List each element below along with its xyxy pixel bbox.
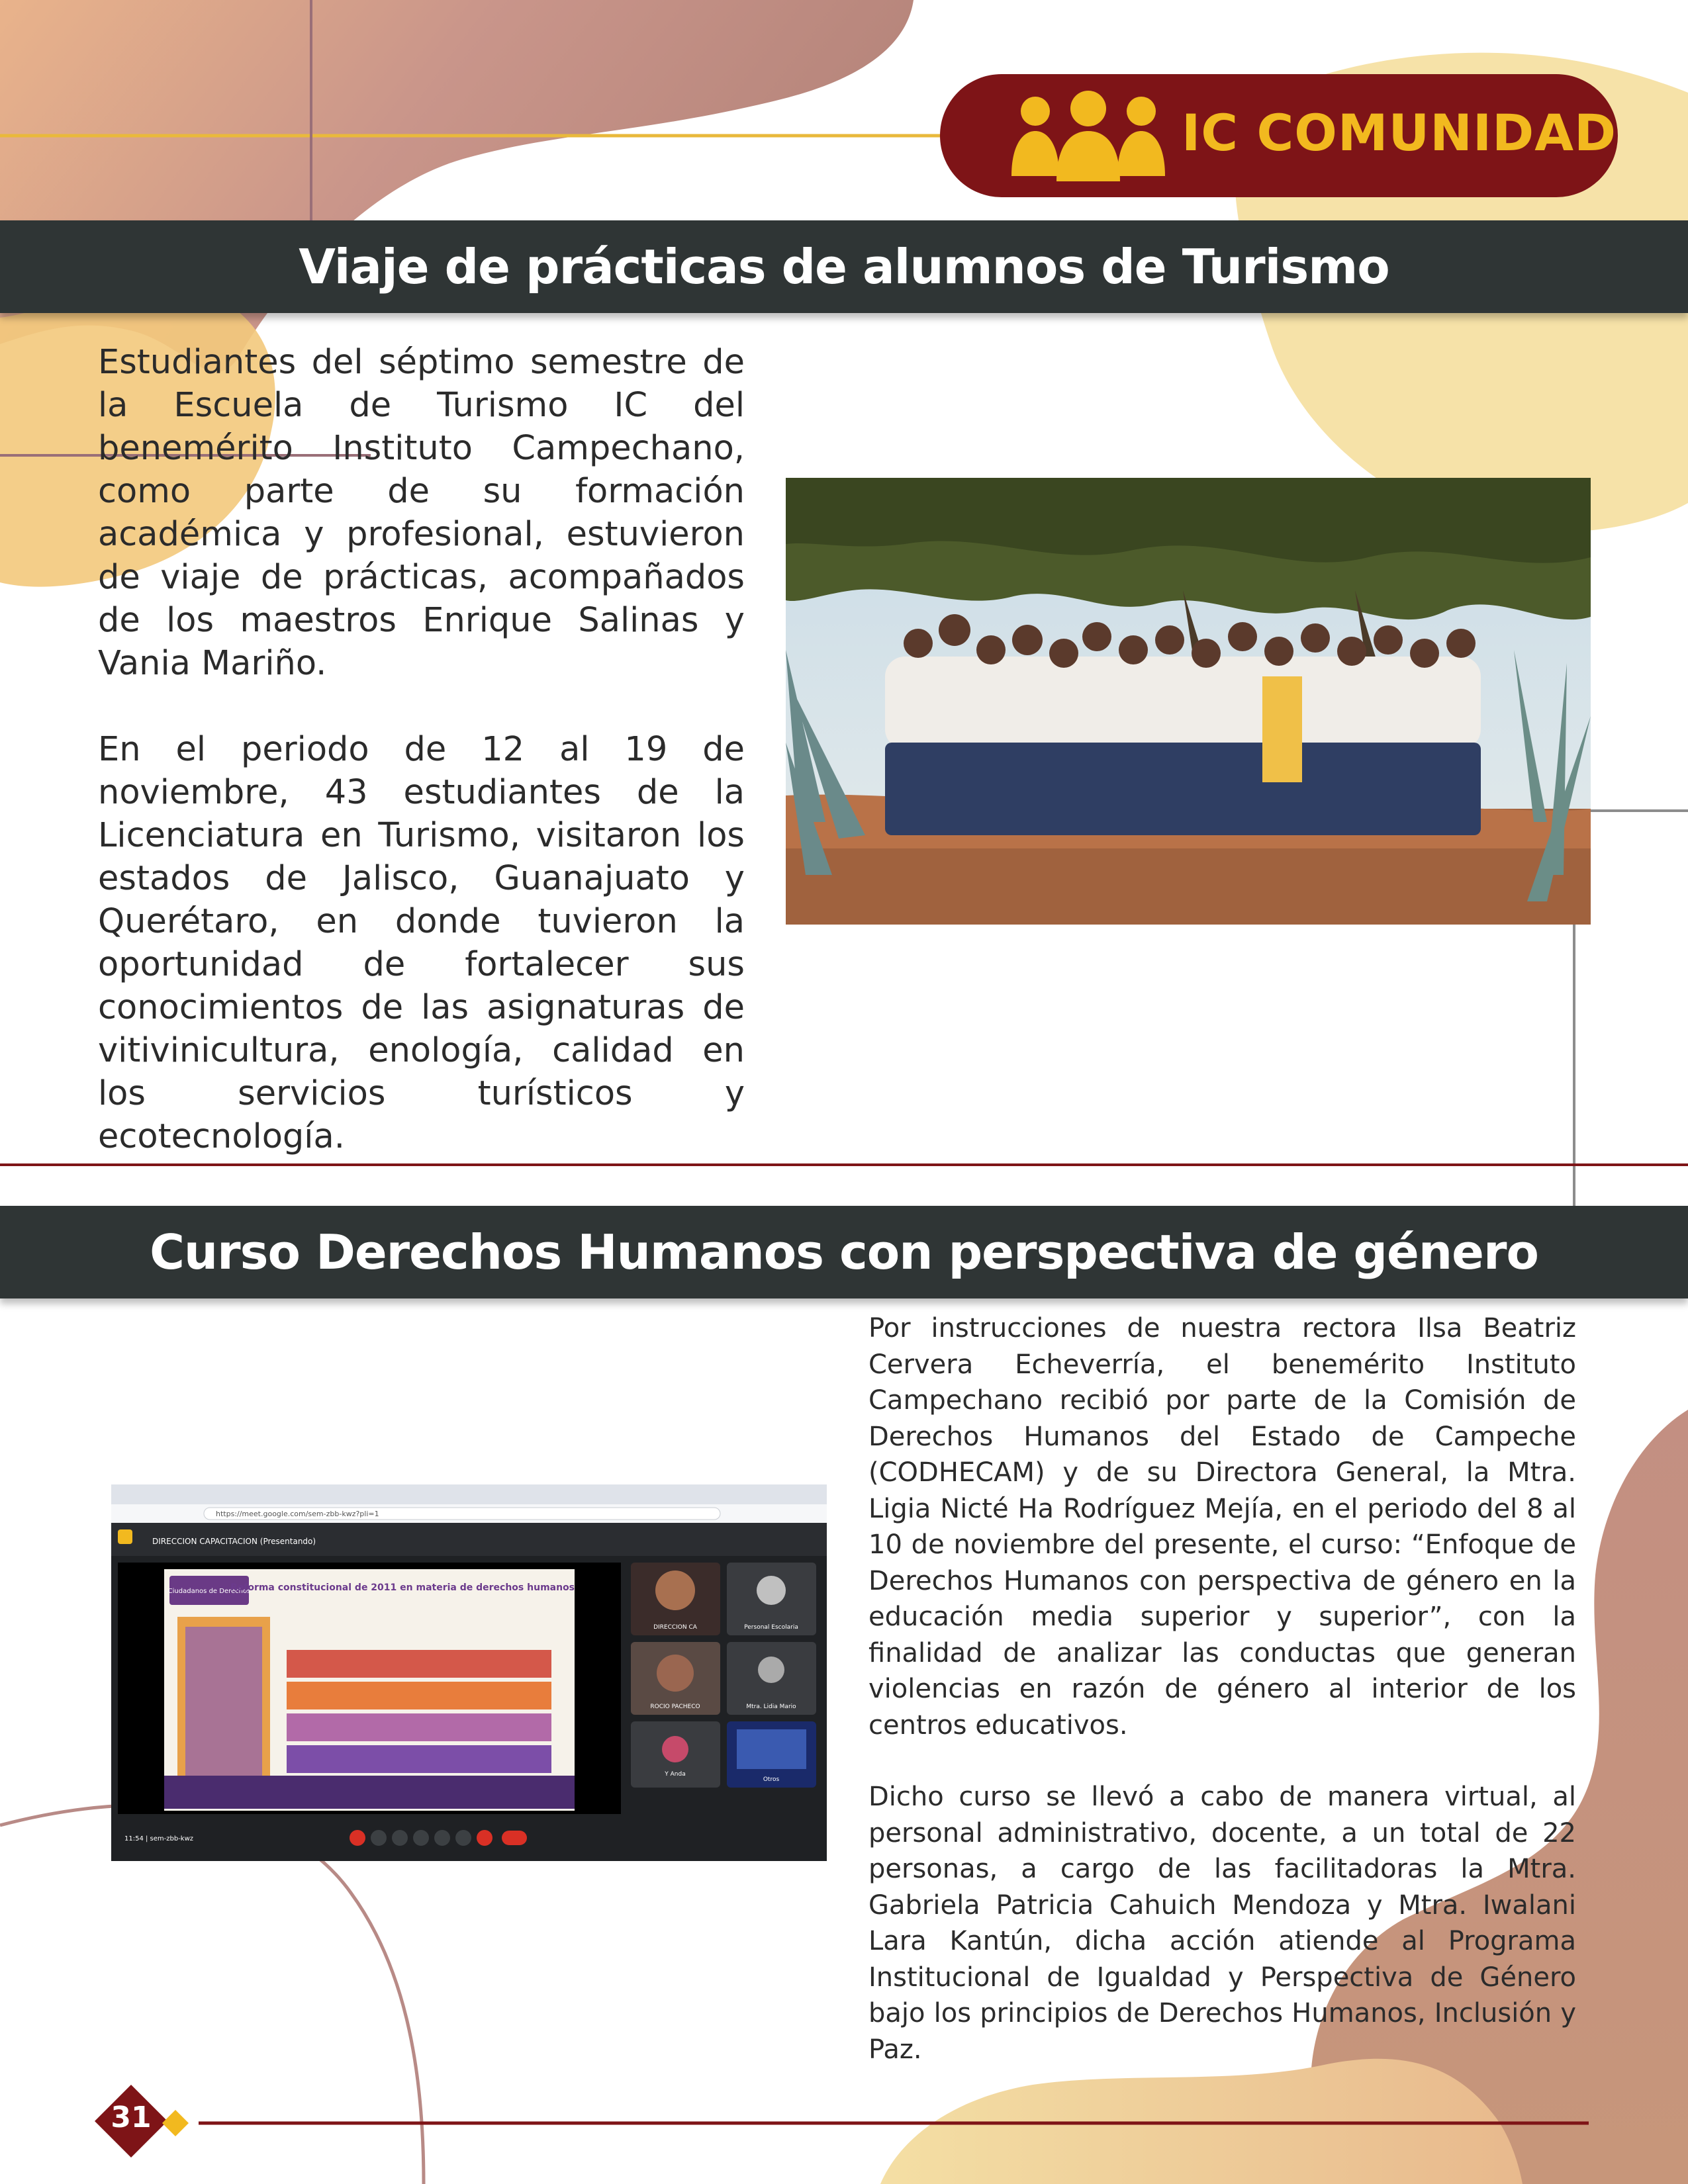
participant-name: Otros bbox=[763, 1776, 780, 1783]
participant-name: DIRECCION CA bbox=[653, 1624, 697, 1631]
participant-name: Personal Escolaria bbox=[744, 1624, 798, 1631]
article-paragraph: Dicho curso se llevó a cabo de manera virtual, al personal administrativo, docente, a un total de 22 personas, a cargo de las facilitadoras la Mtra. Gabriela Patricia Cahuich Mendoza y Mtra. Iwalani Lara Kantún, dicha acción atiende al Programa Institucional de Igualdad y Perspectiva de Género bajo los principios de Derechos Humanos, Inclusión y Paz. bbox=[868, 1782, 1576, 2065]
group-photo bbox=[786, 478, 1591, 925]
meeting-code: 11:54 | sem-zbb-kwz bbox=[124, 1835, 194, 1843]
page-number: 31 bbox=[111, 2101, 152, 2134]
article-paragraph: Por instrucciones de nuestra rectora Ilsa Beatriz Cervera Echeverría, el benemérito Instituto Campechano recibió por parte de la Comisión de Derechos Humanos del Estado de Campeche (CODHECAM) y de su Directora General, la Mtra. Ligia Nicté Ha Rodríguez Mejía, en el periodo del 8 al 10 de noviembre del presente, el curso: “Enfoque de Derechos Humanos con perspectiva de género en la educación media superior y superior”, con la finalidad de analizar las conductas que generan violencias en razón de género al interior de los centros educativos. bbox=[868, 1313, 1576, 1741]
article-body bbox=[98, 341, 745, 1201]
meeting-name: DIRECCION CAPACITACION (Presentando) bbox=[152, 1537, 316, 1546]
participant-name: ROCIO PACHECO bbox=[650, 1704, 700, 1710]
video-call-screenshot bbox=[111, 1484, 827, 1861]
article-title: Viaje de prácticas de alumnos de Turismo bbox=[299, 239, 1389, 295]
slide-tag: Ciudadanos de Derechos bbox=[167, 1588, 251, 1595]
people-group-icon bbox=[1010, 90, 1166, 183]
article-paragraph: Estudiantes del séptimo semestre de la Escuela de Turismo IC del benemérito Instituto Campechano, como parte de su formación académica y profesional, estuvieron de viaje de prácticas, acompañados de los maestros Enrique Salinas y Vania Mariño. bbox=[98, 343, 745, 683]
article-title: Curso Derechos Humanos con perspectiva de género bbox=[150, 1224, 1538, 1280]
article-body bbox=[868, 1310, 1576, 2103]
participant-name: Mtra. Lidia Mario bbox=[746, 1704, 796, 1710]
browser-url: https://meet.google.com/sem-zbb-kwz?pli=1 bbox=[216, 1510, 379, 1518]
slide-title: Reforma constitucional de 2011 en materia de derechos humanos bbox=[230, 1582, 575, 1593]
section-badge bbox=[940, 74, 1618, 197]
section-badge-label: IC COMUNIDAD bbox=[1182, 103, 1617, 162]
article-paragraph: En el periodo de 12 al 19 de noviembre, 43 estudiantes de la Licenciatura en Turismo, visitaron los estados de Jalisco, Guanajuato y Querétaro, en donde tuvieron la oportunidad de fortalecer sus conocimientos de las asignaturas de vitivinicultura, enología, calidad en los servicios turísticos y ecotecnología. bbox=[98, 730, 745, 1156]
participant-name: Y Anda bbox=[665, 1771, 686, 1778]
